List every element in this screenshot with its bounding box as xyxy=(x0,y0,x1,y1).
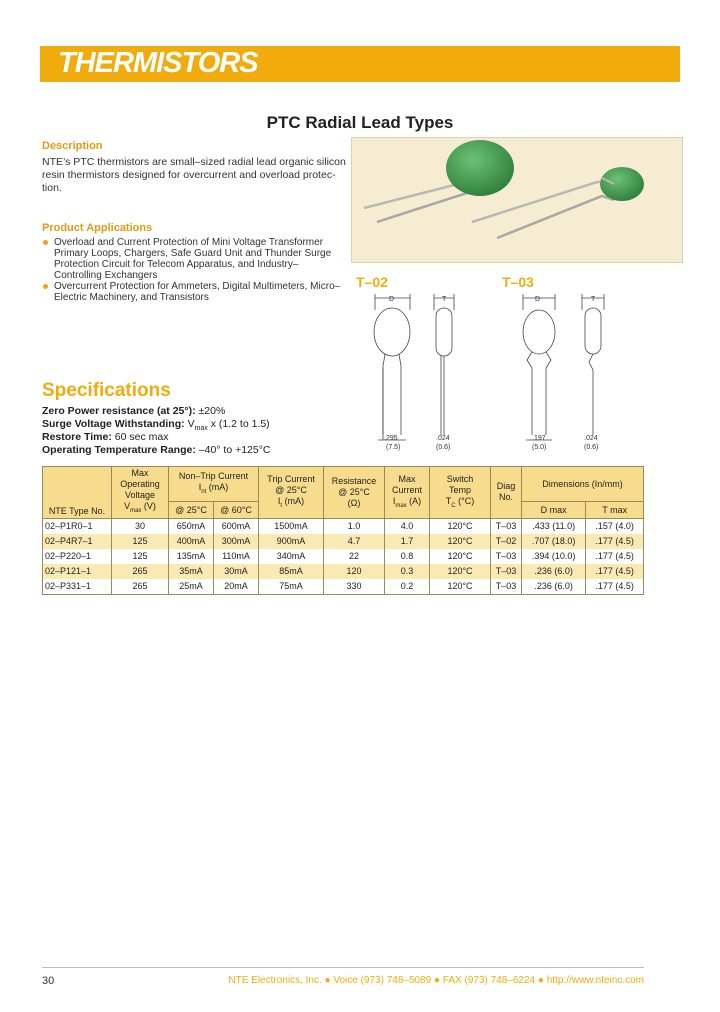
col-diag: Diag No. xyxy=(491,467,522,519)
footer-contact xyxy=(228,975,644,986)
t02-spacing: .295 xyxy=(384,435,398,442)
thermistor-photo xyxy=(351,137,683,263)
separator-dot-icon: ● xyxy=(537,975,544,986)
table-row: 02–P331–1 265 25mA 20mA 75mA 330 0.2 120°C T–03 .236 (6.0) .177 (4.5) xyxy=(43,579,644,595)
diagram-label-t03: T–03 xyxy=(502,274,534,290)
title-banner xyxy=(40,46,680,82)
col-dmax: D max xyxy=(522,502,586,519)
spec-zero-power: Zero Power resistance (at 25°): ±20% xyxy=(42,405,226,417)
t02-lead-dia: .024 xyxy=(436,435,450,442)
description-heading: Description xyxy=(42,140,103,152)
package-diagrams xyxy=(350,290,650,455)
page-title: THERMISTORS xyxy=(58,47,258,79)
table-row: 02–P121–1 265 35mA 30mA 85mA 120 0.3 120°C T–03 .236 (6.0) .177 (4.5) xyxy=(43,564,644,579)
col-tmax: T max xyxy=(586,502,644,519)
separator-dot-icon: ● xyxy=(324,975,331,986)
footer-url[interactable]: http://www.nteinc.com xyxy=(546,975,644,986)
t03-lead-dia-mm: (0.6) xyxy=(584,444,599,451)
list-item: Overcurrent Protection for Ammeters, Digital Multimeters, Micro–Electric Machinery, and Transistors xyxy=(42,281,342,303)
col-dimensions: Dimensions (In/mm) xyxy=(522,467,644,502)
table-row: 02–P220–1 125 135mA 110mA 340mA 22 0.8 120°C T–03 .394 (10.0) .177 (4.5) xyxy=(43,549,644,564)
footer-fax: FAX (973) 748–6224 xyxy=(442,975,536,986)
section-subtitle: PTC Radial Lead Types xyxy=(266,113,454,132)
t02-t-label: T xyxy=(442,296,447,303)
separator-dot-icon: ● xyxy=(434,975,441,986)
footer-company: NTE Electronics, Inc. xyxy=(228,975,322,986)
t02-spacing-mm: (7.5) xyxy=(386,444,401,451)
spec-surge-voltage: Surge Voltage Withstanding: $V_{max}$ x (1.2 to 1.5) xyxy=(42,418,270,433)
col-imax: Max Current $I_{max}$ (A) xyxy=(385,467,430,519)
list-item: Overload and Current Protection of Mini Voltage Transformer Primary Loops, Chargers, Safe Guard Unit and Thunder Surge Protection Circuit for Telecom Apparatus, and Industry–Controlling Exchangers xyxy=(42,237,342,281)
description-line: NTE’s PTC thermistors are small–sized radial lead organic silicon xyxy=(42,156,346,168)
description-line: resin thermistors designed for overcurrent and overload protec- xyxy=(42,169,336,181)
applications-heading: Product Applications xyxy=(42,222,153,234)
bullet-icon xyxy=(43,284,48,289)
t03-d-label: D xyxy=(535,296,541,303)
footer-divider xyxy=(42,967,644,968)
page-number: 30 xyxy=(42,975,55,987)
t03-spacing: .197 xyxy=(532,435,546,442)
t03-lead-dia: .024 xyxy=(584,435,598,442)
col-trip: Trip Current @ 25°C $I_t$ (mA) xyxy=(259,467,324,519)
applications-list xyxy=(42,237,342,303)
spec-restore-time: Restore Time: 60 sec max xyxy=(42,431,169,443)
specifications-table xyxy=(42,466,644,595)
diagram-label-t02: T–02 xyxy=(356,274,388,290)
t02-lead-dia-mm: (0.6) xyxy=(436,444,451,451)
table-row: 02–P1R0–1 30 650mA 600mA 1500mA 1.0 4.0 120°C T–03 .433 (11.0) .157 (4.0) xyxy=(43,518,644,534)
spec-operating-temp: Operating Temperature Range: –40° to +125°C xyxy=(42,444,271,456)
col-nt25: @ 25°C xyxy=(169,502,214,519)
t03-t-label: T xyxy=(591,296,596,303)
table-header-row xyxy=(43,467,644,502)
description-text xyxy=(42,156,346,195)
col-nontrip: Non–Trip Current $I_{nt}$ (mA) xyxy=(169,467,259,502)
t03-spacing-mm: (5.0) xyxy=(532,444,547,451)
thermistor-photo-icon xyxy=(352,138,682,262)
specifications-heading: Specifications xyxy=(42,380,171,401)
description-line: tion. xyxy=(42,182,62,194)
col-type: NTE Type No. xyxy=(43,467,112,519)
bullet-icon xyxy=(43,240,48,245)
t02-d-label: D xyxy=(389,296,395,303)
col-vmax: Max Operating Voltage $V_{max}$ (V) xyxy=(112,467,169,519)
table-row: 02–P4R7–1 125 400mA 300mA 900mA 4.7 1.7 120°C T–02 .707 (18.0) .177 (4.5) xyxy=(43,534,644,549)
col-nt60: @ 60°C xyxy=(214,502,259,519)
col-resistance: Resistance @ 25°C (Ω) xyxy=(324,467,385,519)
col-switch-temp: Switch Temp $T_C$ (°C) xyxy=(430,467,491,519)
footer-voice: Voice (973) 748–5089 xyxy=(333,975,432,986)
